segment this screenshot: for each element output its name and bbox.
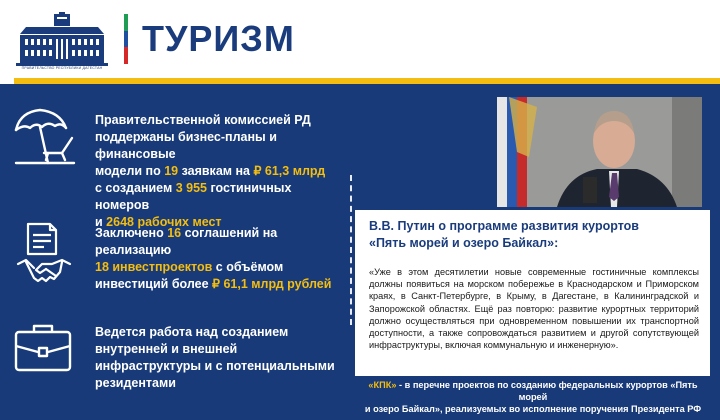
beach-umbrella-icon — [10, 108, 80, 168]
footnote-text: - в перечне проектов по созданию федеральных курортов «Пять морей — [396, 380, 698, 402]
briefcase-icon — [12, 322, 74, 374]
text: с созданием — [95, 181, 176, 195]
text: инфраструктуры и с потенциальными — [95, 359, 335, 373]
text: и — [95, 215, 107, 229]
highlight-investment: ₽ 61,1 млрд рублей — [212, 277, 332, 291]
dagestan-flag — [124, 14, 128, 64]
dashed-divider — [350, 175, 352, 325]
text: внутренней и внешней — [95, 342, 238, 356]
text: с объёмом — [212, 260, 284, 274]
block-infrastructure — [95, 324, 345, 392]
handshake-icon — [16, 256, 72, 286]
block-business-plans — [95, 112, 345, 231]
text: модели по — [95, 164, 165, 178]
highlight-applications: 19 — [164, 164, 179, 178]
text: гостиничных номеров — [95, 181, 292, 212]
text: Ведется работа над созданием — [95, 325, 289, 339]
text: соглашений на реализацию — [95, 226, 278, 257]
highlight-amount: ₽ 61,3 млрд — [253, 164, 326, 178]
page-title: ТУРИЗМ — [142, 18, 295, 59]
document-icon — [22, 222, 62, 256]
speaker-photo — [497, 97, 702, 207]
government-building-logo — [14, 12, 110, 70]
quote-title-line: В.В. Путин о программе развития курортов — [369, 219, 639, 233]
highlight-projects: 18 инвестпроектов — [95, 260, 213, 274]
header — [0, 0, 720, 82]
text: Правительственной комиссией РД — [95, 113, 311, 127]
highlight-agreements: 16 — [167, 226, 182, 240]
text: заявкам на — [178, 164, 254, 178]
quote-title — [369, 218, 699, 252]
text: резидентами — [95, 376, 176, 390]
highlight-jobs: 2648 рабочих мест — [106, 215, 222, 229]
block-agreements — [95, 225, 350, 293]
logo-caption: ПРАВИТЕЛЬСТВО РЕСПУБЛИКИ ДАГЕСТАН — [21, 66, 103, 70]
footnote — [355, 379, 711, 415]
footnote-highlight: «КПК» — [368, 380, 397, 390]
highlight-rooms: 3 955 — [175, 181, 207, 195]
footnote-text: и озеро Байкал», реализуемых во исполнение поручения Президента РФ — [364, 404, 702, 414]
quote-title-line: «Пять морей и озеро Байкал»: — [369, 236, 559, 250]
quote-card — [355, 210, 710, 376]
text: инвестиций более — [95, 277, 213, 291]
text: Заключено — [95, 226, 168, 240]
quote-text: «Уже в этом десятилетии новые современные гостиничные комплексы должны появиться на морском побережье в Краснодарском и Приморском краях, в Санкт-Петербурге, в Крыму, в Дагестане, в Калининградской и Запорожской областях. Ещё раз повторю: развитие курортных территорий должно осуществляться при одновременном повышении их транспортной доступности, а также сопровождаться развитием и другой сопутствующей инфраструктуры, включая коммунальную и инженерную». — [369, 267, 699, 351]
text: поддержаны бизнес-планы и финансовые — [95, 130, 277, 161]
